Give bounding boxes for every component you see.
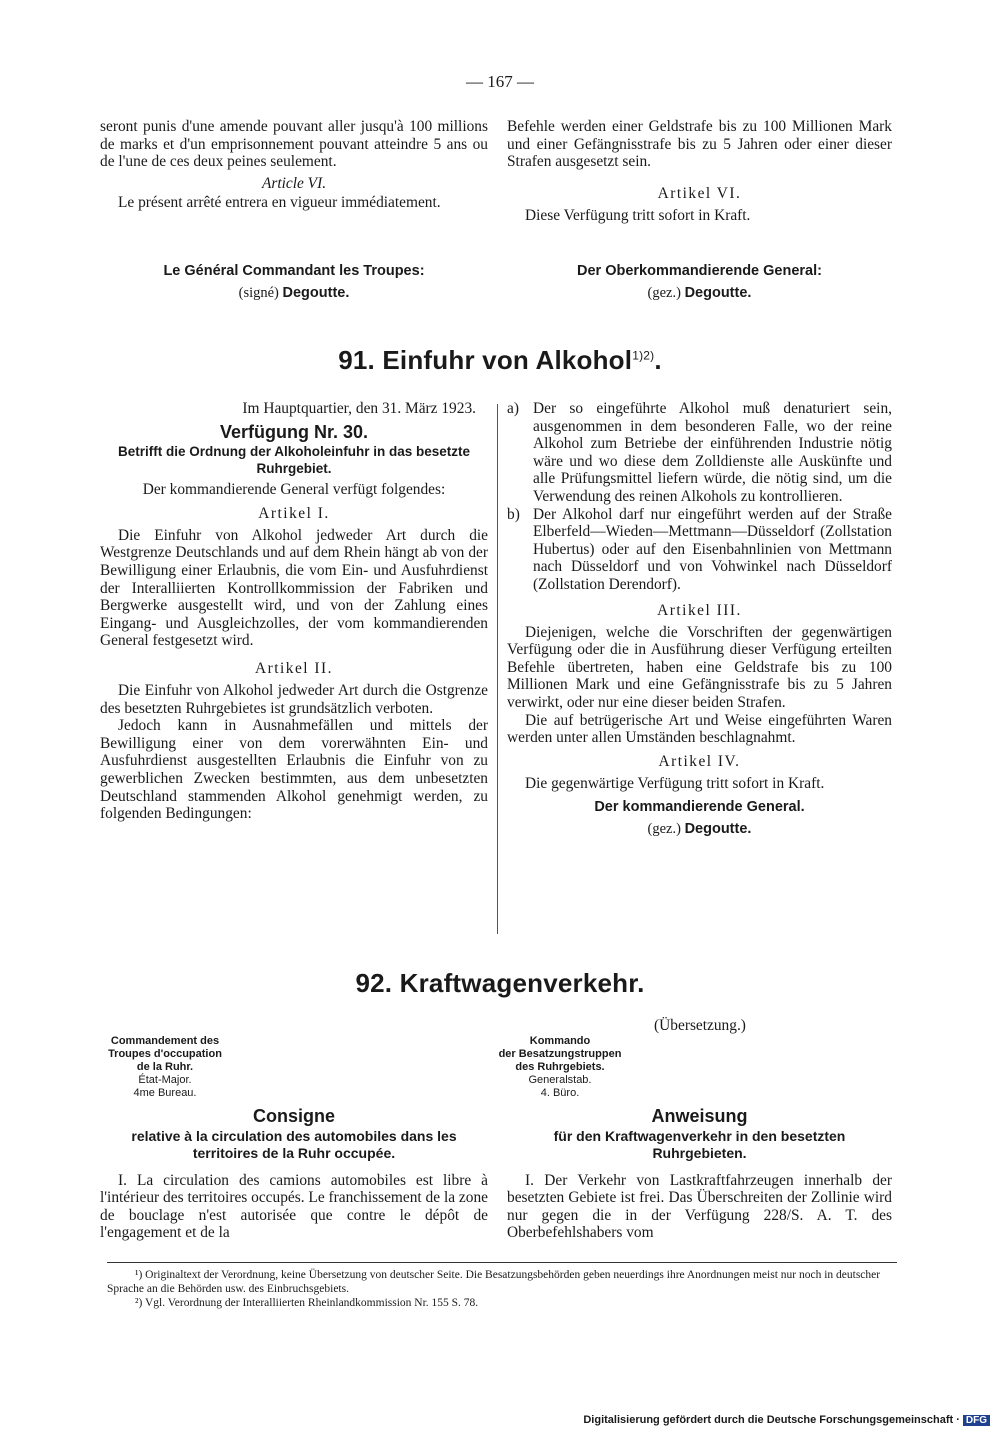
sec90-fr-sig-prefix: (signé) [238,285,279,301]
footnote-2: ²) Vgl. Verordnung der Interalliierten Rheinlandkommission Nr. 155 S. 78. [135,1297,479,1309]
sec92-fr-text: I. La circulation des camions automobiles est libre à l'intérieur des territoires occupés. Le franchissement de la zone de bouclage n'est autorisée que contre le dépôt de l'engagement et de la [100,1171,488,1242]
sec91-article4-text: Die gegenwärtige Verfügung tritt sofort in Kraft. [525,774,825,792]
sec91-sig-prefix: (gez.) [647,821,681,838]
sec91-article1-heading: Artikel I. [258,504,330,522]
column-divider [497,404,498,934]
sec90-fr-signature-line [100,282,488,304]
sec92-de-text: I. Der Verkehr von Lastkraftfahrzeugen innerhalb der besetzten Gebiete ist frei. Das Überschreiten der Zollinie wird nur gegen die in der Verfügung 228/S. A. T. des Oberbefehlshabers vom [507,1171,892,1242]
sec90-fr-sig-name: Degoutte. [282,285,350,301]
list-item [507,400,892,506]
list-item-label: a) [507,400,519,417]
sec90-de-sig-name: Degoutte. [684,285,752,301]
de-letterhead [495,1035,625,1100]
sec91-intro: Der kommandierende General verfügt folgendes: [142,481,446,499]
footnote-1: ¹) Originaltext der Verordnung, keine Übersetzung von deutscher Seite. Die Besatzungsbehörden geben neuerdings ihre Anordnungen meist nur noch in deutscher Sprache an die Behörden usw. des Einbruchsgebiets. [107,1269,881,1295]
dfg-logo: DFG [963,1415,990,1426]
sec91-article3-heading: Artikel III. [657,601,742,619]
sec90-french-column [100,118,488,212]
sec90-de-paragraph: Befehle werden einer Geldstrafe bis zu 100 Millionen Mark und einer Gefängnisstrafe bis zu 5 Jahren oder einer dieser Strafen ausgesetzt sein. [507,118,892,171]
sec91-conditions-list [507,400,892,594]
sec91-right-column [507,400,892,840]
credit-text: Digitalisierung gefördert durch die Deutsche Forschungsgemeinschaft [583,1414,954,1426]
sec91-heading [0,345,1000,376]
sec91-article3-text1: Diejenigen, welche die Vorschriften der gegenwärtigen Verfügung oder die in Ausführung dieser Verfügung erteilten Befehle übertreten, haben eine Geldstrafe bis zu 100 Millionen Mark und eine Gefängnisstrafe bis zu 5 Jahren verwirkt, oder nur eine dieser beiden Strafen. [507,623,892,711]
sec90-de-article-heading: Artikel VI. [657,184,742,202]
sec90-fr-signature [100,260,488,304]
sec91-subtitle: Betrifft die Ordnung der Alkoholeinfuhr in das besetzte Ruhrgebiet. [117,444,471,477]
list-item-text: Der so eingeführte Alkohol muß denaturiert sein, ausgenommen in dem besonderen Falle, wo der reine Alkohol zum Betriebe der einführenden Industrie nötig wäre und wo diese dem Zolldienste alle Auskünfte und alle Prüfungsmittel liefern würde, die nötig sind, um die Verwendung des reinen Alkohols zu kontrollieren. [533,400,892,505]
sec91-article3-text2: Die auf betrügerische Art und Weise eingeführten Waren werden unter allen Umständen beschlagnahmt. [507,711,892,747]
sec91-title: Verfügung Nr. 30. [219,421,369,442]
sec91-place-date: Im Hauptquartier, den 31. März 1923. [242,400,476,417]
sec91-heading-end: . [654,345,662,375]
sec90-fr-article-heading: Article VI. [261,174,327,192]
sec91-sig-name: Degoutte. [684,821,752,838]
fr-letterhead-line: Troupes d'occupation [108,1048,222,1060]
sec90-fr-article-text: Le présent arrêté entrera en vigueur immédiatement. [118,194,441,212]
footnote-separator [107,1262,897,1263]
sec90-de-signature-title: Der Oberkommandierende General: [577,263,822,279]
sec91-heading-footnote-ref: 1)2) [632,348,655,363]
sec91-article1-text: Die Einfuhr von Alkohol jedweder Art durch die Westgrenze Deutschlands und auf dem Rhein hängt ab von der Bewilligung einer Erlaubnis, die vom Ein- und Ausfuhrdienst der Interalliierten Kontrollkommission der Fabriken und Bergwerke ausgestellt wird, und von der Zahlung eines Eingang- und Ausgleichzolles, der vom kommandierenden General festgesetzt wird. [100,526,488,650]
fr-letterhead [100,1035,230,1100]
sec90-fr-paragraph: seront punis d'une amende pouvant aller jusqu'à 100 millions de marks et d'un emprisonnement pouvant atteindre 5 ans ou de l'une de ces deux peines seulement. [100,118,488,171]
sec90-de-signature [507,260,892,304]
sec92-de-subtitle: für den Kraftwagenverkehr in den besetzten Ruhrgebieten. [553,1127,846,1161]
de-letterhead-line: der Besatzungstruppen [498,1048,622,1060]
sec91-signature-title: Der kommandierende General. [594,799,805,816]
digitization-credit: Digitalisierung gefördert durch die Deutsche Forschungsgemeinschaft · DFG [583,1414,990,1426]
fr-letterhead-line: État-Major. [138,1074,192,1086]
sec91-heading-text: 91. Einfuhr von Alkohol [338,345,633,375]
list-item-text: Der Alkohol darf nur eingeführt werden auf der Straße Elberfeld—Wieden—Mettmann—Düsseldorf (Zollstation Hubertus) oder auf den Eisenbahnlinien von Mettmann nach Düsseldorf und von Vohwinkel nach Düsseldorf (Zollstation Derendorf). [533,505,892,593]
sec90-de-signature-line [507,282,892,304]
sec90-de-sig-prefix: (gez.) [647,285,681,301]
footnotes [107,1268,897,1310]
sec91-signature-line [507,818,892,840]
sec92-heading: 92. Kraftwagenverkehr. [355,968,645,998]
translation-note: (Übersetzung.) [654,1017,746,1034]
sec91-article2-text1: Die Einfuhr von Alkohol jedweder Art durch die Ostgrenze des besetzten Ruhrgebietes ist grundsätzlich verboten. [100,681,488,717]
sec90-de-article-text: Diese Verfügung tritt sofort in Kraft. [525,206,751,224]
sec92-fr-title: Consigne [252,1106,335,1126]
sec91-signature [507,796,892,840]
fr-letterhead-line: 4me Bureau. [133,1087,197,1099]
fr-letterhead-line: Commandement des [110,1035,220,1047]
sec92-french-column [100,1108,488,1242]
de-letterhead-line: Generalstab. [528,1074,592,1086]
de-letterhead-line: Kommando [529,1035,591,1047]
sec91-article4-heading: Artikel IV. [658,752,741,770]
sec91-article2-text2: Jedoch kann in Ausnahmefällen und mittels der Bewilligung einer von dem vorerwähnten Ein- und Ausfuhrdienst ausgestellten Erlaubnis die Einfuhr von zu gewerblichen Zwecken bestimmten, aus dem unbesetzten Deutschland stammenden Alkohol genehmigt werden, zu folgenden Bedingungen: [100,717,488,823]
de-letterhead-line: 4. Büro. [540,1087,580,1099]
page-number: — 167 — [466,72,534,91]
list-item-label: b) [507,505,520,523]
sec91-article2-heading: Artikel II. [254,659,334,677]
sec90-fr-signature-title: Le Général Commandant les Troupes: [163,263,425,279]
de-letterhead-line: des Ruhrgebiets. [515,1061,605,1073]
sec91-left-column [100,400,488,823]
sec90-german-column [507,118,892,224]
sec92-german-column [507,1108,892,1242]
sec92-fr-subtitle: relative à la circulation des automobiles dans les territoires de la Ruhr occupée. [131,1127,457,1161]
fr-letterhead-line: de la Ruhr. [136,1061,194,1073]
list-item [507,506,892,594]
sec92-de-title: Anweisung [651,1106,748,1126]
